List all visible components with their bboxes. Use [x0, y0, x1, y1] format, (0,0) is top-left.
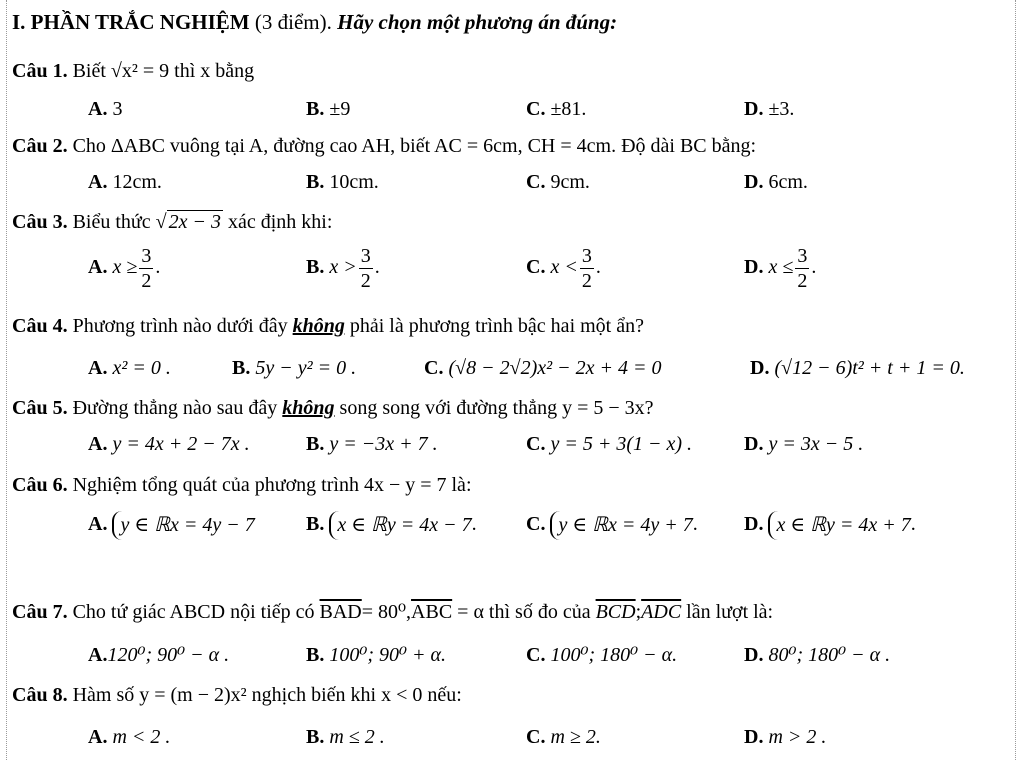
emphasis-not: không [292, 315, 345, 337]
question-8: Câu 8. Hàm số y = (m − 2)x² nghịch biến khi x < 0 nếu: [12, 684, 462, 706]
option-3a[interactable]: A. x ≥ $\frac{3}{2}$ . [88, 245, 161, 292]
option-4c[interactable]: C. (√8 − 2√2)x² − 2x + 4 = 0 [424, 357, 662, 379]
option-6d[interactable]: D. x ∈ ℝy = 4x + 7. [744, 511, 916, 540]
question-1 [12, 60, 254, 83]
option-2c[interactable]: C. 9cm. [526, 171, 590, 193]
option-8c[interactable]: C. m ≥ 2. [526, 726, 601, 748]
question-label: Câu 1. [12, 60, 68, 82]
equation-system: y ∈ ℝx = 4y − 7 [112, 511, 254, 540]
section-score: (3 điểm). [254, 10, 332, 34]
option-5b[interactable]: B. y = −3x + 7 . [306, 433, 438, 455]
section-instruction: Hãy chọn một phương án đúng: [337, 10, 618, 34]
option-1a[interactable]: A. 3 [88, 98, 123, 120]
section-heading [12, 10, 617, 35]
option-7b[interactable]: B. 100⁰; 90⁰ + α. [306, 644, 447, 666]
option-5a[interactable]: A. y = 4x + 2 − 7x . [88, 433, 250, 455]
option-2a[interactable]: A. 12cm. [88, 171, 162, 193]
option-5c[interactable]: C. y = 5 + 3(1 − x) . [526, 433, 693, 455]
option-1b[interactable]: B. ±9 [306, 98, 351, 120]
equation-system: x ∈ ℝy = 4x − 7 [329, 511, 471, 540]
option-1c[interactable]: C. ±81. [526, 98, 587, 120]
option-7a[interactable]: A.120⁰; 90⁰ − α . [88, 644, 230, 666]
arc-adc: $\overline{ADC}$ [641, 601, 682, 623]
left-margin-dotted-line [6, 0, 7, 760]
question-3: Câu 3. Biểu thức √ 2x − 3 xác định khi: [12, 211, 333, 233]
arc-bcd: $\overline{BCD}$ [595, 601, 636, 623]
option-8d[interactable]: D. m > 2 . [744, 726, 827, 748]
option-2b[interactable]: B. 10cm. [306, 171, 379, 193]
option-6a[interactable]: A. y ∈ ℝx = 4y − 7 [88, 511, 255, 540]
fraction: $\frac{3}{2}$ [581, 245, 592, 292]
option-8b[interactable]: B. m ≤ 2 . [306, 726, 385, 748]
fraction: $\frac{3}{2}$ [797, 245, 808, 292]
option-2d[interactable]: D. 6cm. [744, 171, 808, 193]
equation-system: x ∈ ℝy = 4x + 7 [768, 511, 910, 540]
section-part: I. PHẦN TRẮC NGHIỆM [12, 10, 250, 34]
radicand: 2x − 3 [168, 211, 221, 233]
equation-system: y ∈ ℝx = 4y + 7 [550, 511, 692, 540]
question-7: Câu 7. Cho tứ giác ABCD nội tiếp có $\overline{BAD}= 80^0,\overline{ABC} = \alpha$ thì số đo của $\overline{BCD};\overline{ADC}$ lần lượt là: [12, 601, 774, 623]
fraction: $\frac{3}{2}$ [360, 245, 371, 292]
option-4d[interactable]: D. (√12 − 6)t² + t + 1 = 0. [750, 357, 965, 379]
fraction: $\frac{3}{2}$ [141, 245, 152, 292]
question-5: Câu 5. Đường thẳng nào sau đây không song song với đường thẳng y = 5 − 3x? [12, 397, 654, 419]
option-3d[interactable]: D. x ≤ $\frac{3}{2}$ . [744, 245, 817, 292]
option-3c[interactable]: C. x < $\frac{3}{2}$ . [526, 245, 601, 292]
question-text: Cho ΔABC vuông tại A, đường cao AH, biết AC = 6cm, CH = 4cm. Độ dài BC bằng: [72, 135, 757, 157]
option-5d[interactable]: D. y = 3x − 5 . [744, 433, 864, 455]
emphasis-not: không [282, 397, 335, 419]
arc-bad: $\overline{BAD}$ [319, 601, 362, 623]
option-8a[interactable]: A. m < 2 . [88, 726, 171, 748]
right-margin-dotted-line [1015, 0, 1016, 760]
question-2: Câu 2. Cho ΔABC vuông tại A, đường cao AH, biết AC = 6cm, CH = 4cm. Độ dài BC bằng: [12, 135, 757, 157]
option-7c[interactable]: C. 100⁰; 180⁰ − α. [526, 644, 678, 666]
option-7d[interactable]: D. 80⁰; 180⁰ − α . [744, 644, 891, 666]
option-6b[interactable]: B. x ∈ ℝy = 4x − 7. [306, 511, 477, 540]
question-text: Biết √x² = 9 thì x bằng [72, 60, 255, 82]
question-4: Câu 4. Phương trình nào dưới đây không phải là phương trình bậc hai một ẩn? [12, 315, 644, 337]
option-4a[interactable]: A. x² = 0 . [88, 357, 171, 379]
option-6c[interactable]: C. y ∈ ℝx = 4y + 7. [526, 511, 698, 540]
option-1d[interactable]: D. ±3. [744, 98, 795, 120]
option-3b[interactable]: B. x > $\frac{3}{2}$ . [306, 245, 380, 292]
arc-abc: $\overline{ABC}$ [411, 601, 453, 623]
question-6: Câu 6. Nghiệm tổng quát của phương trình 4x − y = 7 là: [12, 474, 472, 496]
option-4b[interactable]: B. 5y − y² = 0 . [232, 357, 357, 379]
